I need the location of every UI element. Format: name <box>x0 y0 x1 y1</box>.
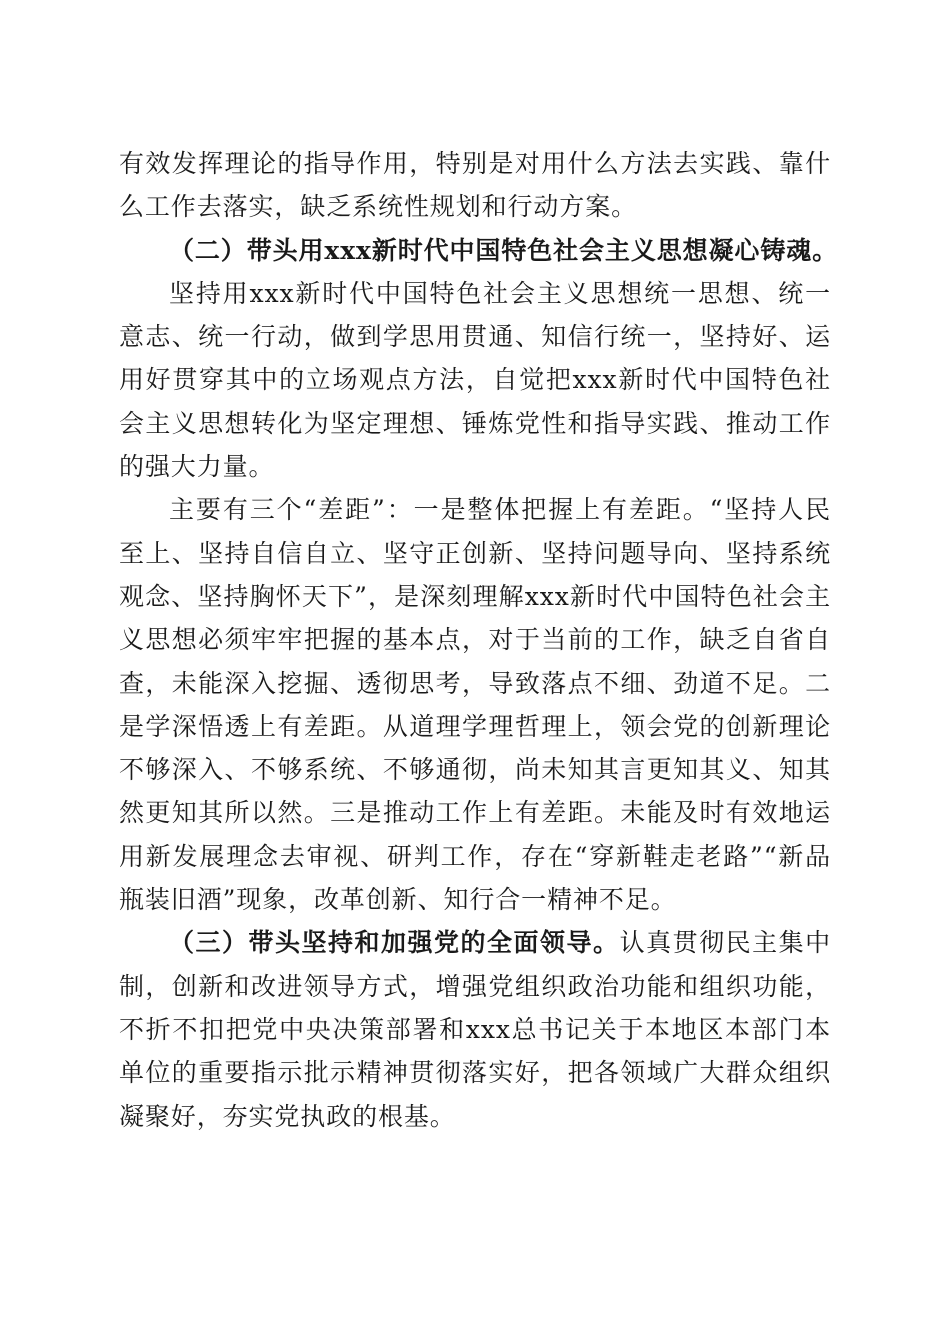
section-heading-3: （三）带头坚持和加强党的全面领导。 <box>169 928 620 958</box>
paragraph-section-3-body: 认真贯彻民主集中制，创新和改进领导方式，增强党组织政治功能和组织功能，不折不扣把党中央决策部署和xxx总书记关于本地区本部门本单位的重要指示批示精神贯彻落实好，把各领域广大群众组织凝聚好，夯实党执政的根基。 <box>119 928 831 1131</box>
paragraph-section-2-body: 坚持用xxx新时代中国特色社会主义思想统一思想、统一意志、统一行动，做到学思用贯通、知信行统一，坚持好、运用好贯穿其中的立场观点方法，自觉把xxx新时代中国特色社会主义思想转化为坚定理想、锤炼党性和指导实践、推动工作的强大力量。 <box>119 278 831 482</box>
paragraph-section-3 <box>119 921 831 1137</box>
paragraph-section-2-gaps: 主要有三个“差距”：一是整体把握上有差距。“坚持人民至上、坚持自信自立、坚守正创新、坚持问题导向、坚持系统观念、坚持胸怀天下”，是深刻理解xxx新时代中国特色社会主义思想必须牢牢把握的基本点，对于当前的工作，缺乏自省自查，未能深入挖掘、透彻思考，导致落点不细、劲道不足。二是学深悟透上有差距。从道理学理哲理上，领会党的创新理论不够深入、不够系统、不够通彻，尚未知其言更知其义、知其然更知其所以然。三是推动工作上有差距。未能及时有效地运用新发展理念去审视、研判工作，存在“穿新鞋走老路”“新品瓶装旧酒”现象，改革创新、知行合一精神不足。 <box>119 495 831 915</box>
section-heading-2: （二）带头用xxx新时代中国特色社会主义思想凝心铸魂。 <box>169 235 839 265</box>
paragraph-continuation: 有效发挥理论的指导作用，特别是对用什么方法去实践、靠什么工作去落实，缺乏系统性规划和行动方案。 <box>119 149 831 222</box>
document-body <box>119 142 839 1138</box>
